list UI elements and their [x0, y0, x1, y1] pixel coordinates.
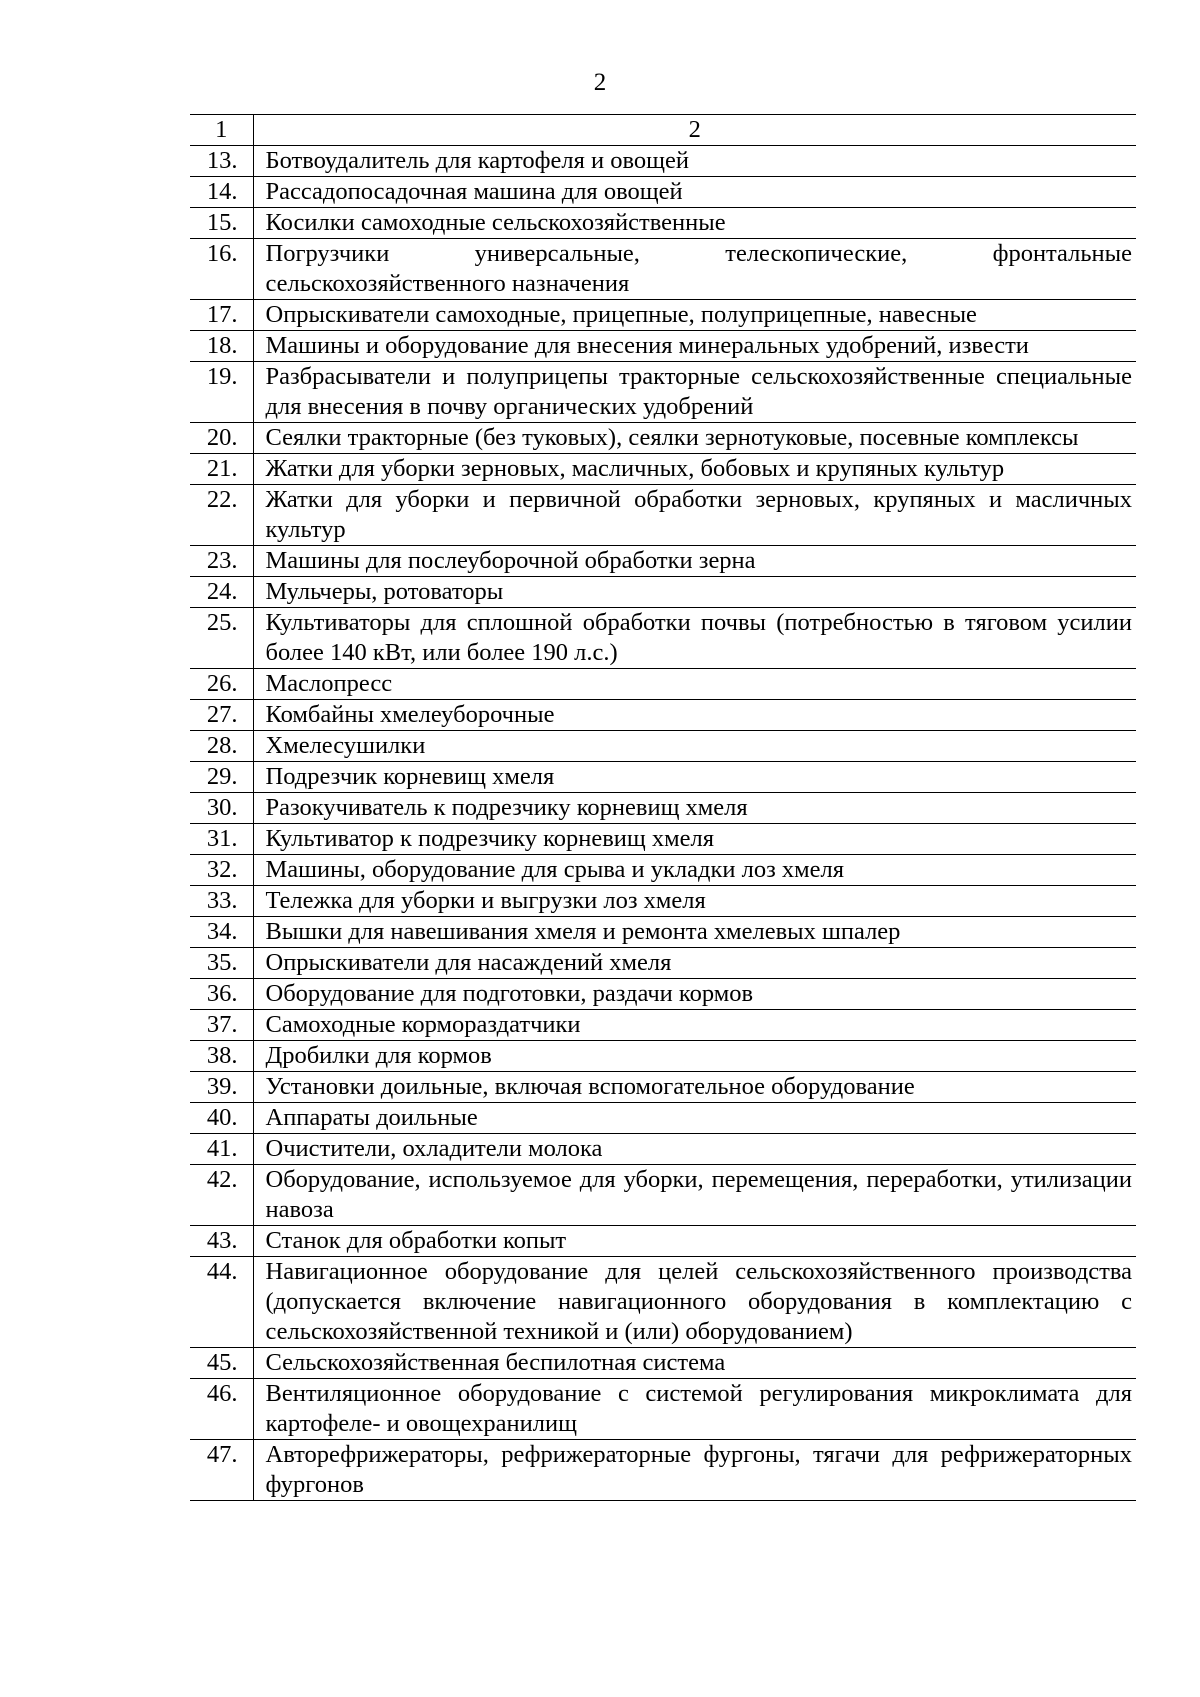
row-description: Установки доильные, включая вспомогательное оборудование — [253, 1072, 1136, 1103]
row-number: 21. — [190, 454, 253, 485]
table-row — [190, 1134, 1136, 1165]
row-description: Подрезчик корневищ хмеля — [253, 762, 1136, 793]
table-row — [190, 855, 1136, 886]
row-number: 24. — [190, 577, 253, 608]
row-number: 40. — [190, 1103, 253, 1134]
row-description: Сельскохозяйственная беспилотная система — [253, 1348, 1136, 1379]
table-row — [190, 577, 1136, 608]
row-description: Машины, оборудование для срыва и укладки лоз хмеля — [253, 855, 1136, 886]
table-row — [190, 454, 1136, 485]
table-row — [190, 362, 1136, 423]
equipment-table — [190, 114, 1136, 1501]
row-number: 34. — [190, 917, 253, 948]
row-description: Вентиляционное оборудование с системой регулирования микроклимата для картофеле- и овощехранилищ — [253, 1379, 1136, 1440]
row-number: 47. — [190, 1440, 253, 1501]
row-description: Станок для обработки копыт — [253, 1226, 1136, 1257]
row-number: 42. — [190, 1165, 253, 1226]
table-row — [190, 824, 1136, 855]
row-number: 30. — [190, 793, 253, 824]
table-row — [190, 300, 1136, 331]
row-description: Жатки для уборки и первичной обработки зерновых, крупяных и масличных культур — [253, 485, 1136, 546]
row-number: 35. — [190, 948, 253, 979]
row-description: Культиваторы для сплошной обработки почвы (потребностью в тяговом усилии более 140 кВт, или более 190 л.с.) — [253, 608, 1136, 669]
table-row — [190, 669, 1136, 700]
table-row — [190, 331, 1136, 362]
row-number: 18. — [190, 331, 253, 362]
table-header-row — [190, 115, 1136, 146]
row-description: Оборудование для подготовки, раздачи кормов — [253, 979, 1136, 1010]
table-body — [190, 115, 1136, 1501]
row-number: 27. — [190, 700, 253, 731]
table-row — [190, 1072, 1136, 1103]
row-number: 19. — [190, 362, 253, 423]
row-number: 16. — [190, 239, 253, 300]
table-row — [190, 886, 1136, 917]
row-description: Хмелесушилки — [253, 731, 1136, 762]
table-row — [190, 700, 1136, 731]
row-description: Рассадопосадочная машина для овощей — [253, 177, 1136, 208]
row-description: Комбайны хмелеуборочные — [253, 700, 1136, 731]
row-description: Мульчеры, ротоваторы — [253, 577, 1136, 608]
row-description: Опрыскиватели для насаждений хмеля — [253, 948, 1136, 979]
table-row — [190, 146, 1136, 177]
table-row — [190, 608, 1136, 669]
row-description: Навигационное оборудование для целей сельскохозяйственного производства (допускается включение навигационного оборудования в комплектацию с сельскохозяйственной техникой и (или) оборудованием) — [253, 1257, 1136, 1348]
row-number: 23. — [190, 546, 253, 577]
row-description: Оборудование, используемое для уборки, перемещения, переработки, утилизации навоза — [253, 1165, 1136, 1226]
row-number: 46. — [190, 1379, 253, 1440]
table-row — [190, 177, 1136, 208]
table-row — [190, 208, 1136, 239]
table-row — [190, 979, 1136, 1010]
row-number: 32. — [190, 855, 253, 886]
row-number: 31. — [190, 824, 253, 855]
table-row — [190, 948, 1136, 979]
table-row — [190, 1041, 1136, 1072]
table-row — [190, 423, 1136, 454]
row-description: Тележка для уборки и выгрузки лоз хмеля — [253, 886, 1136, 917]
table-row — [190, 1348, 1136, 1379]
row-number: 36. — [190, 979, 253, 1010]
row-description: Ботвоудалитель для картофеля и овощей — [253, 146, 1136, 177]
table-row — [190, 793, 1136, 824]
table-row — [190, 1165, 1136, 1226]
row-description: Опрыскиватели самоходные, прицепные, полуприцепные, навесные — [253, 300, 1136, 331]
row-number: 20. — [190, 423, 253, 454]
row-description: Косилки самоходные сельскохозяйственные — [253, 208, 1136, 239]
row-description: Авторефрижераторы, рефрижераторные фургоны, тягачи для рефрижераторных фургонов — [253, 1440, 1136, 1501]
row-description: Разокучиватель к подрезчику корневищ хмеля — [253, 793, 1136, 824]
row-description: Сеялки тракторные (без туковых), сеялки зернотуковые, посевные комплексы — [253, 423, 1136, 454]
table-row — [190, 1379, 1136, 1440]
table-row — [190, 917, 1136, 948]
row-description: Очистители, охладители молока — [253, 1134, 1136, 1165]
row-description: Жатки для уборки зерновых, масличных, бобовых и крупяных культур — [253, 454, 1136, 485]
row-description: Вышки для навешивания хмеля и ремонта хмелевых шпалер — [253, 917, 1136, 948]
table-row — [190, 1257, 1136, 1348]
row-number: 44. — [190, 1257, 253, 1348]
row-number: 29. — [190, 762, 253, 793]
row-number: 45. — [190, 1348, 253, 1379]
row-number: 25. — [190, 608, 253, 669]
row-number: 28. — [190, 731, 253, 762]
row-description: Культиватор к подрезчику корневищ хмеля — [253, 824, 1136, 855]
table-row — [190, 239, 1136, 300]
header-col-number: 1 — [190, 115, 253, 146]
row-description: Машины для послеуборочной обработки зерна — [253, 546, 1136, 577]
row-number: 13. — [190, 146, 253, 177]
row-number: 14. — [190, 177, 253, 208]
table-row — [190, 731, 1136, 762]
row-description: Дробилки для кормов — [253, 1041, 1136, 1072]
table-row — [190, 485, 1136, 546]
table-row — [190, 1440, 1136, 1501]
row-description: Машины и оборудование для внесения минеральных удобрений, извести — [253, 331, 1136, 362]
table-row — [190, 1103, 1136, 1134]
table-row — [190, 546, 1136, 577]
row-number: 33. — [190, 886, 253, 917]
row-description: Разбрасыватели и полуприцепы тракторные сельскохозяйственные специальные для внесения в почву органических удобрений — [253, 362, 1136, 423]
row-number: 41. — [190, 1134, 253, 1165]
row-description: Самоходные кормораздатчики — [253, 1010, 1136, 1041]
row-number: 15. — [190, 208, 253, 239]
row-number: 37. — [190, 1010, 253, 1041]
row-description: Аппараты доильные — [253, 1103, 1136, 1134]
row-number: 17. — [190, 300, 253, 331]
table-row — [190, 762, 1136, 793]
row-number: 26. — [190, 669, 253, 700]
row-number: 22. — [190, 485, 253, 546]
table-row — [190, 1226, 1136, 1257]
header-col-name: 2 — [253, 115, 1136, 146]
row-description: Погрузчики универсальные, телескопические, фронтальные сельскохозяйственного назначения — [253, 239, 1136, 300]
row-number: 39. — [190, 1072, 253, 1103]
row-number: 43. — [190, 1226, 253, 1257]
page-number: 2 — [593, 69, 607, 96]
row-number: 38. — [190, 1041, 253, 1072]
table-row — [190, 1010, 1136, 1041]
row-description: Маслопресс — [253, 669, 1136, 700]
